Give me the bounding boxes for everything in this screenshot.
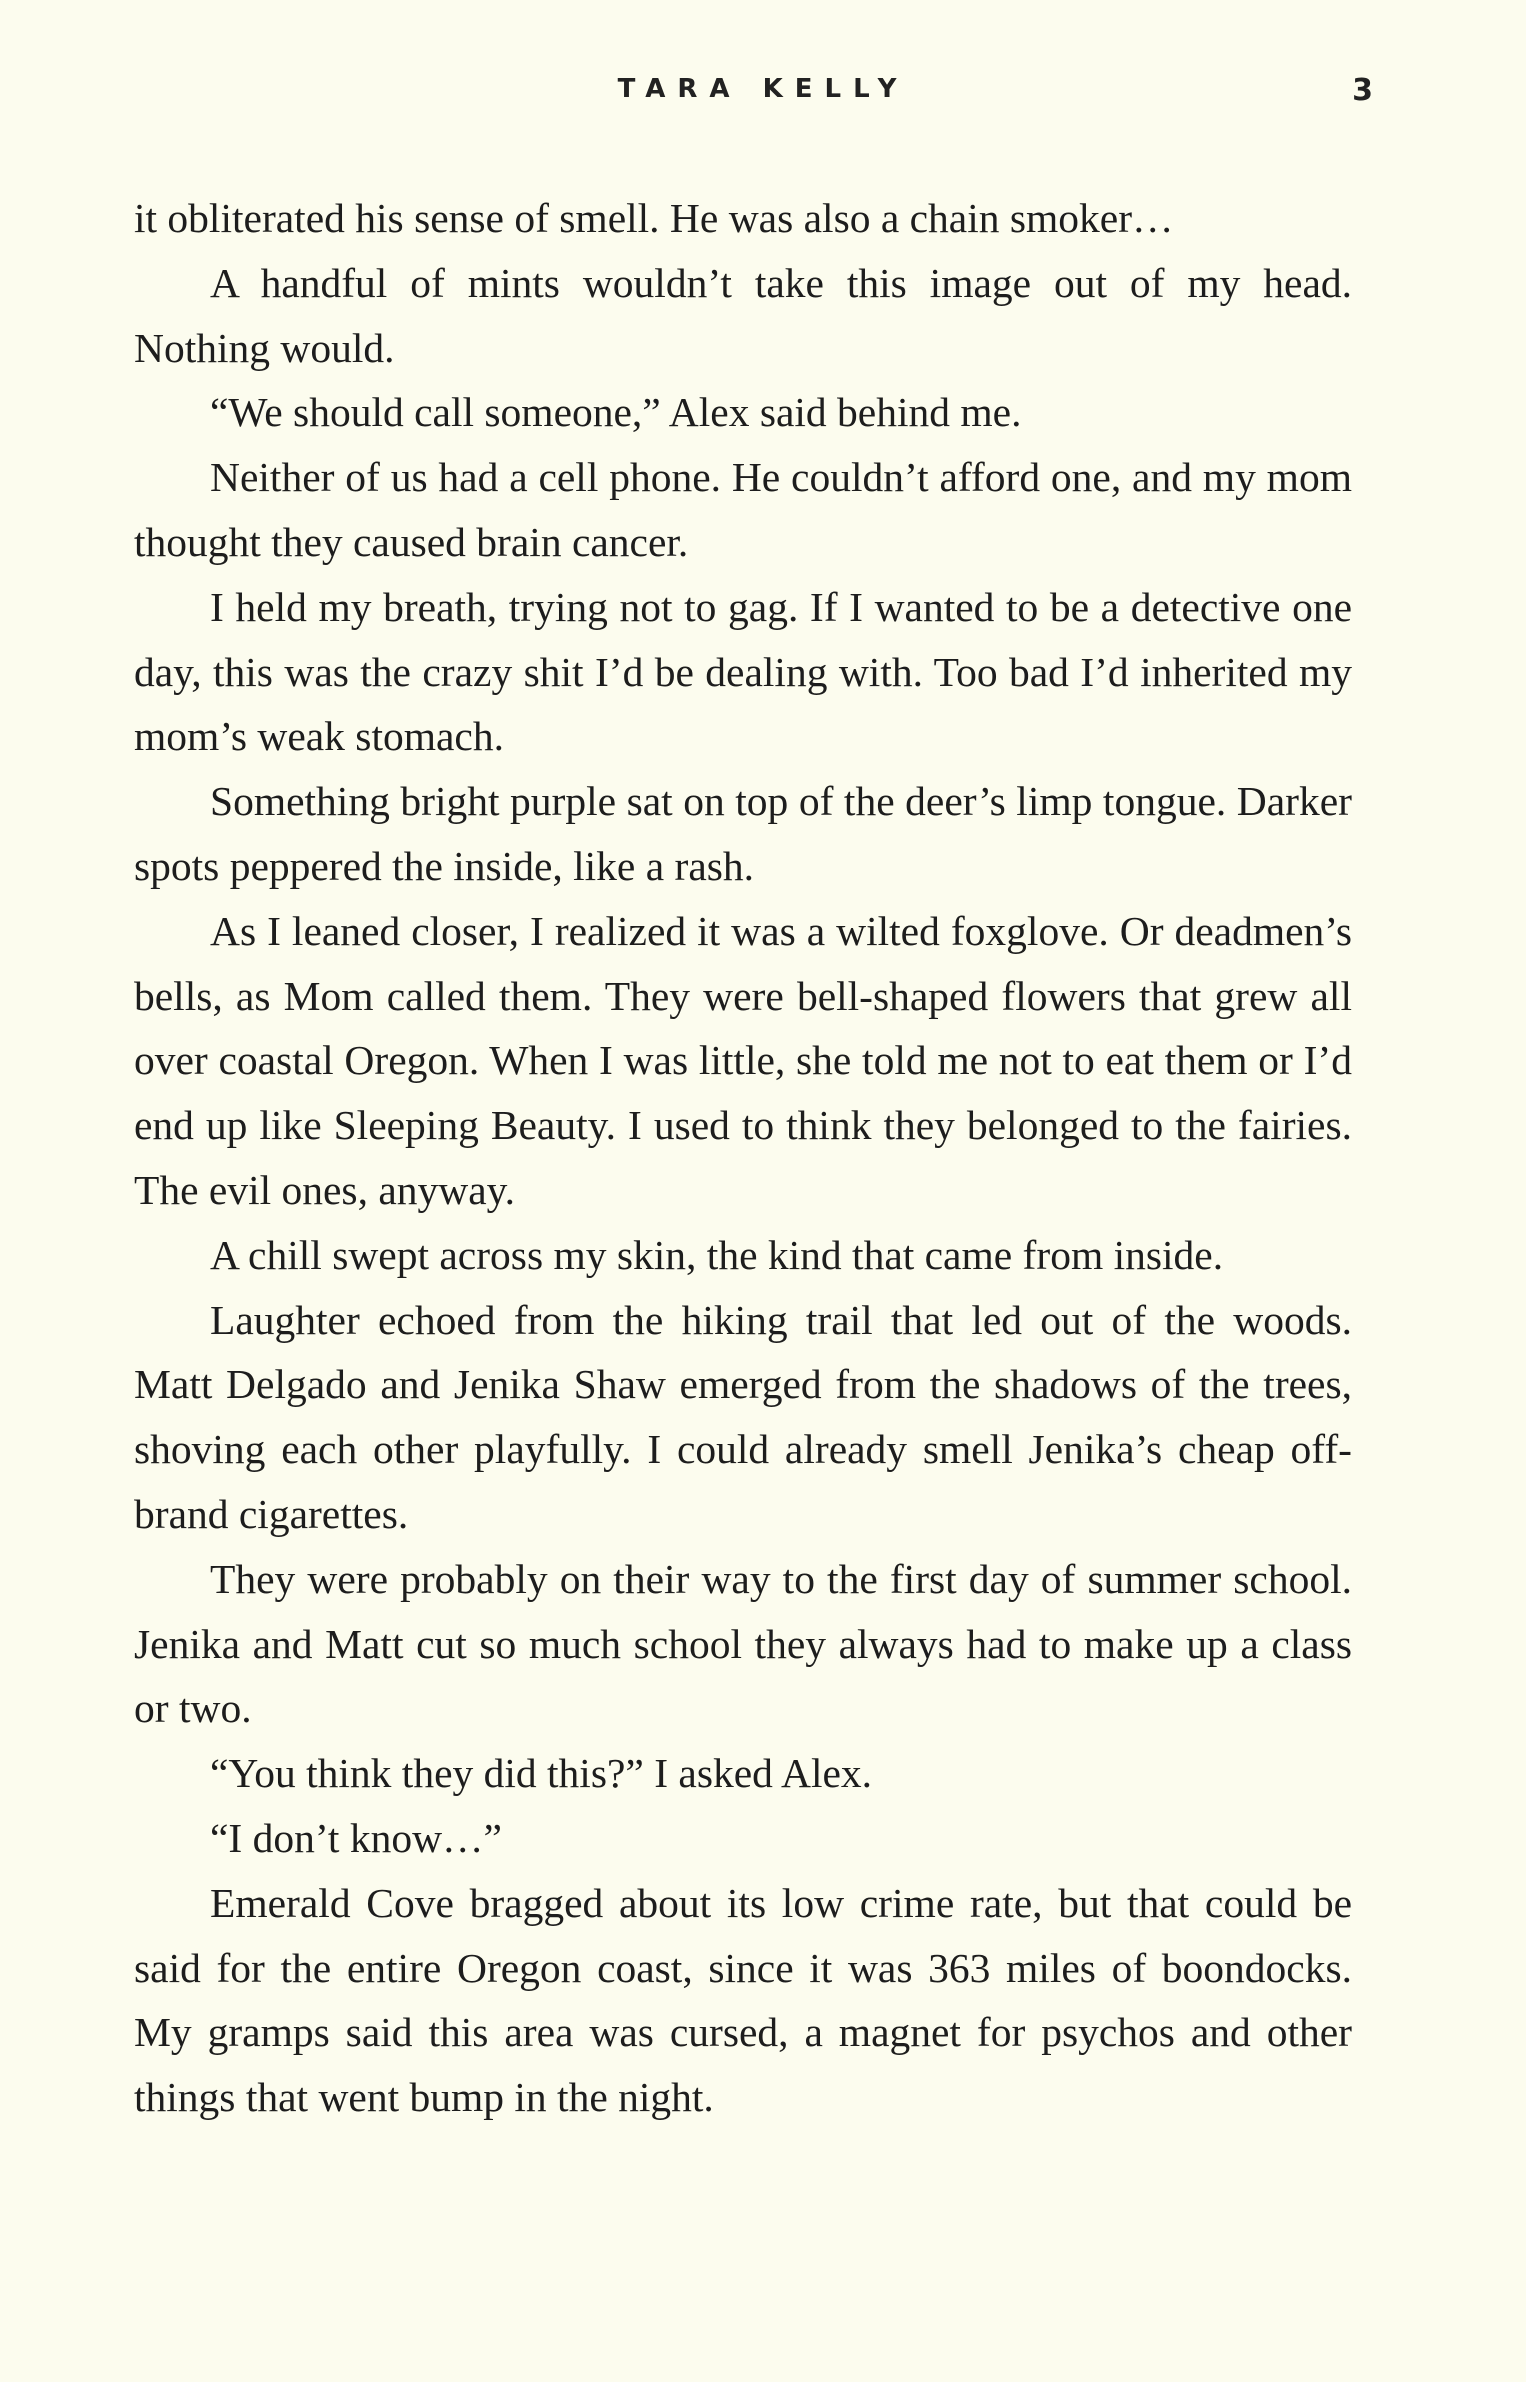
paragraph: it obliterated his sense of smell. He was also a chain smoker… (134, 195, 1174, 241)
running-head (0, 66, 1526, 112)
paragraph: I held my breath, trying not to gag. If I wanted to be a detective one day, this was the crazy shit I’d be dealing with. Too bad I’d inherited my mom’s weak stomach. (134, 583, 1352, 760)
page-number: 3 (1352, 73, 1373, 108)
paragraph: “I don’t know…” (210, 1814, 502, 1861)
paragraph: Emerald Cove bragged about its low crime rate, but that could be said for the entire Oregon coast, since it was 363 miles of boondocks. My gramps said this area was cursed, a magnet for psychos and other things that went bump in the night. (134, 1879, 1352, 2121)
paragraph: A chill swept across my skin, the kind that came from inside. (210, 1231, 1224, 1278)
paragraph: “We should call someone,” Alex said behind me. (210, 389, 1022, 436)
paragraph: As I leaned closer, I realized it was a wilted foxglove. Or deadmen’s bells, as Mom called them. They were bell-shaped flowers that grew all over coastal Oregon. When I was little, she told me not to eat them or I’d end up like Sleeping Beauty. I used to think they belonged to the fairies. The evil ones, anyway. (134, 907, 1352, 1213)
paragraph: A handful of mints wouldn’t take this image out of my head. Nothing would. (134, 259, 1352, 371)
paragraph: Neither of us had a cell phone. He couldn’t afford one, and my mom thought they caused brain cancer. (134, 454, 1352, 565)
body-text (134, 186, 1352, 2130)
author-name: TARA KELLY (617, 74, 909, 104)
paragraph: Something bright purple sat on top of the deer’s limp tongue. Darker spots peppered the inside, like a rash. (134, 778, 1352, 889)
paragraph: “You think they did this?” I asked Alex. (210, 1750, 873, 1797)
paragraph: Laughter echoed from the hiking trail that led out of the woods. Matt Delgado and Jenika Shaw emerged from the shadows of the trees, shoving each other playfully. I could already smell Jenika’s cheap off-brand cigarettes. (134, 1296, 1352, 1537)
paragraph: They were probably on their way to the first day of summer school. Jenika and Matt cut so much school they always had to make up a class or two. (134, 1555, 1352, 1732)
